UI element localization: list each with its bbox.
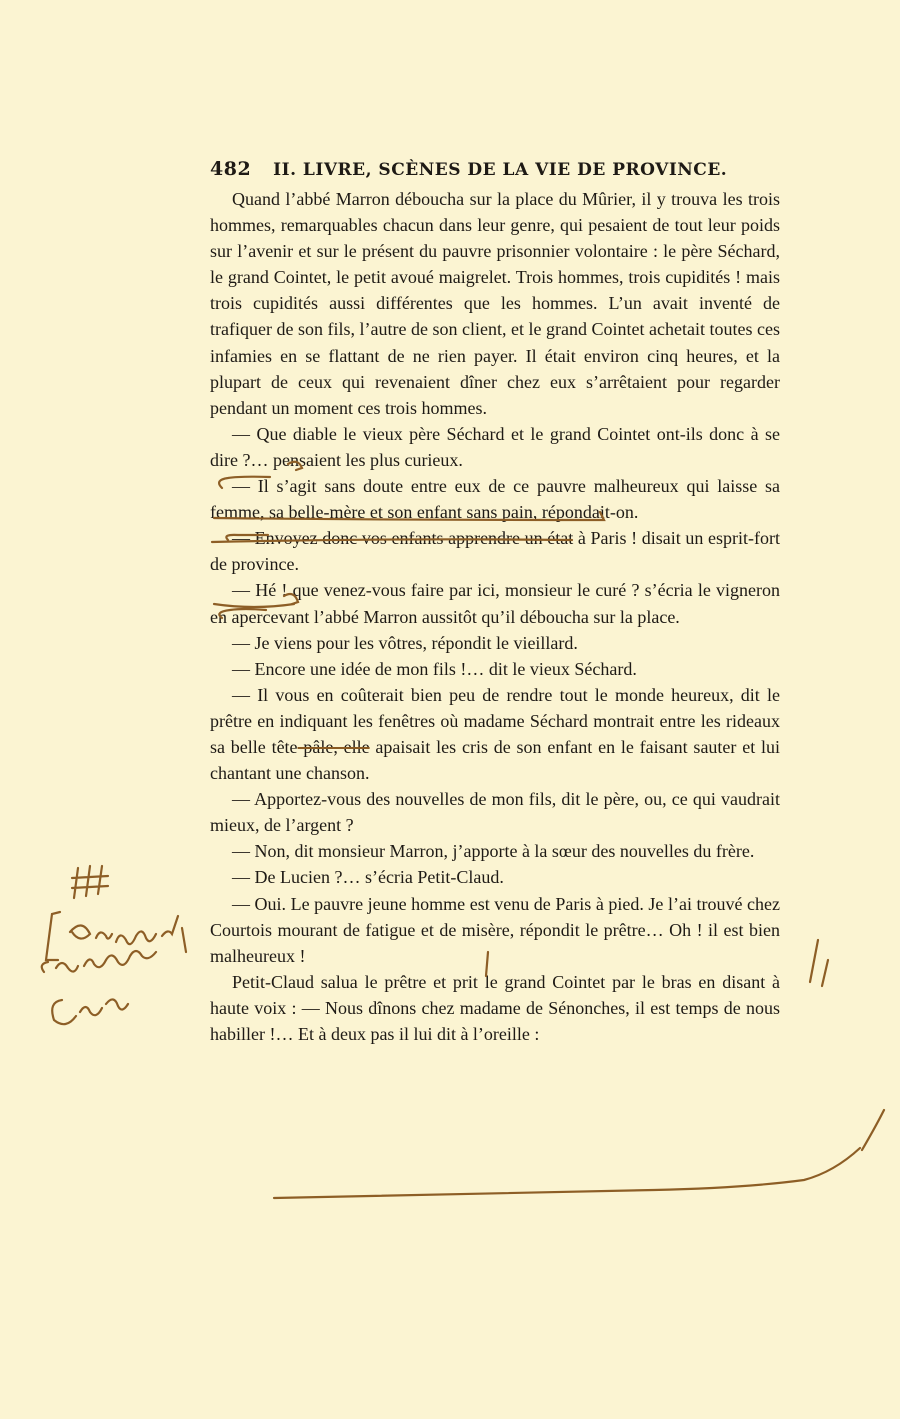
paragraph: — Non, dit monsieur Marron, j’apporte à la sœur des nouvelles du frère. [232, 841, 755, 862]
paragraph: — De Lucien ?… s’écria Petit-Claud. [232, 867, 504, 888]
paragraph: — Que diable le vieux père Séchard et le grand Cointet ont-ils donc à se dire ?… pensaient les plus curieux. [210, 423, 780, 470]
annotation-left-note [52, 999, 128, 1024]
paragraph: — Hé ! que venez-vous faire par ici, monsieur le curé ? s’écria le vigneron en apercevant l’abbé Marron aussitôt qu’il déboucha sur la place. [210, 580, 780, 627]
annotation-slash [862, 1110, 884, 1150]
running-title: II. LIVRE, SCÈNES DE LA VIE DE PROVINCE. [273, 160, 728, 180]
annotation-left-note [72, 866, 108, 898]
body-text [210, 186, 780, 1047]
page-number: 482 [210, 158, 252, 180]
annotation-left-note [70, 916, 186, 952]
annotation-slash [810, 940, 818, 982]
annotation-left-note [42, 951, 156, 972]
paragraph: — Oui. Le pauvre jeune homme est venu de Paris à pied. Je l’ai trouvé chez Courtois mourant de fatigue et de misère, répondit le prêtre… Oh ! il est bien malheureux ! [210, 893, 780, 966]
paragraph: — Encore une idée de mon fils !… dit le vieux Séchard. [232, 658, 637, 679]
paragraph: — Il s’agit sans doute entre eux de ce pauvre malheureux qui laisse sa femme, sa belle-mère et son enfant sans pain, répondait-on. [210, 476, 780, 523]
annotation-slash [822, 960, 828, 986]
paragraph: — Je viens pour les vôtres, répondit le vieillard. [232, 632, 578, 653]
struck-text: pâle, elle [297, 736, 370, 757]
paragraph-text: apaisait les cris de son enfant en le faisant sauter et lui chantant une chanson. [210, 736, 780, 784]
paragraph: Petit-Claud salua le prêtre et prit le grand Cointet par le bras en disant à haute voix : — Nous dînons chez madame de Sénonches, il est temps de nous habiller !… Et à deux pas il lui dit à l’oreille : [210, 971, 780, 1044]
paragraph: — Apportez-vous des nouvelles de mon fils, dit le père, ou, ce qui vaudrait mieux, de l’argent ? [210, 789, 780, 836]
annotation-underline [274, 1148, 860, 1198]
annotation-left-note [46, 912, 60, 960]
paragraph-text: — Il vous en coûterait bien peu de rendre tout le monde heureux, dit le prêtre en indiquant les fenêtres où madame Séchard montrait entre les rideaux sa belle tête [210, 684, 780, 757]
paragraph [210, 682, 780, 786]
running-header [210, 158, 780, 180]
paragraph: — Envoyez donc vos enfants apprendre un état à Paris ! disait un esprit-fort de province. [210, 528, 780, 575]
paragraph: Quand l’abbé Marron déboucha sur la place du Mûrier, il y trouva les trois hommes, remarquables chacun dans leur genre, qui pesaient de tout leur poids sur l’avenir et sur le présent du pauvre prisonnier volontaire : le père Séchard, le grand Cointet, le petit avoué maigrelet. Trois hommes, trois cupidités ! mais trois cupidités aussi différentes que les hommes. L’un avait inventé de trafiquer de son fils, l’autre de son client, et le grand Cointet achetait toutes ces infamies en se flattant de ne rien payer. Il était environ cinq heures, et la plupart de ceux qui revenaient dîner chez eux s’arrêtaient pour regarder pendant un moment ces trois hommes. [210, 189, 780, 418]
